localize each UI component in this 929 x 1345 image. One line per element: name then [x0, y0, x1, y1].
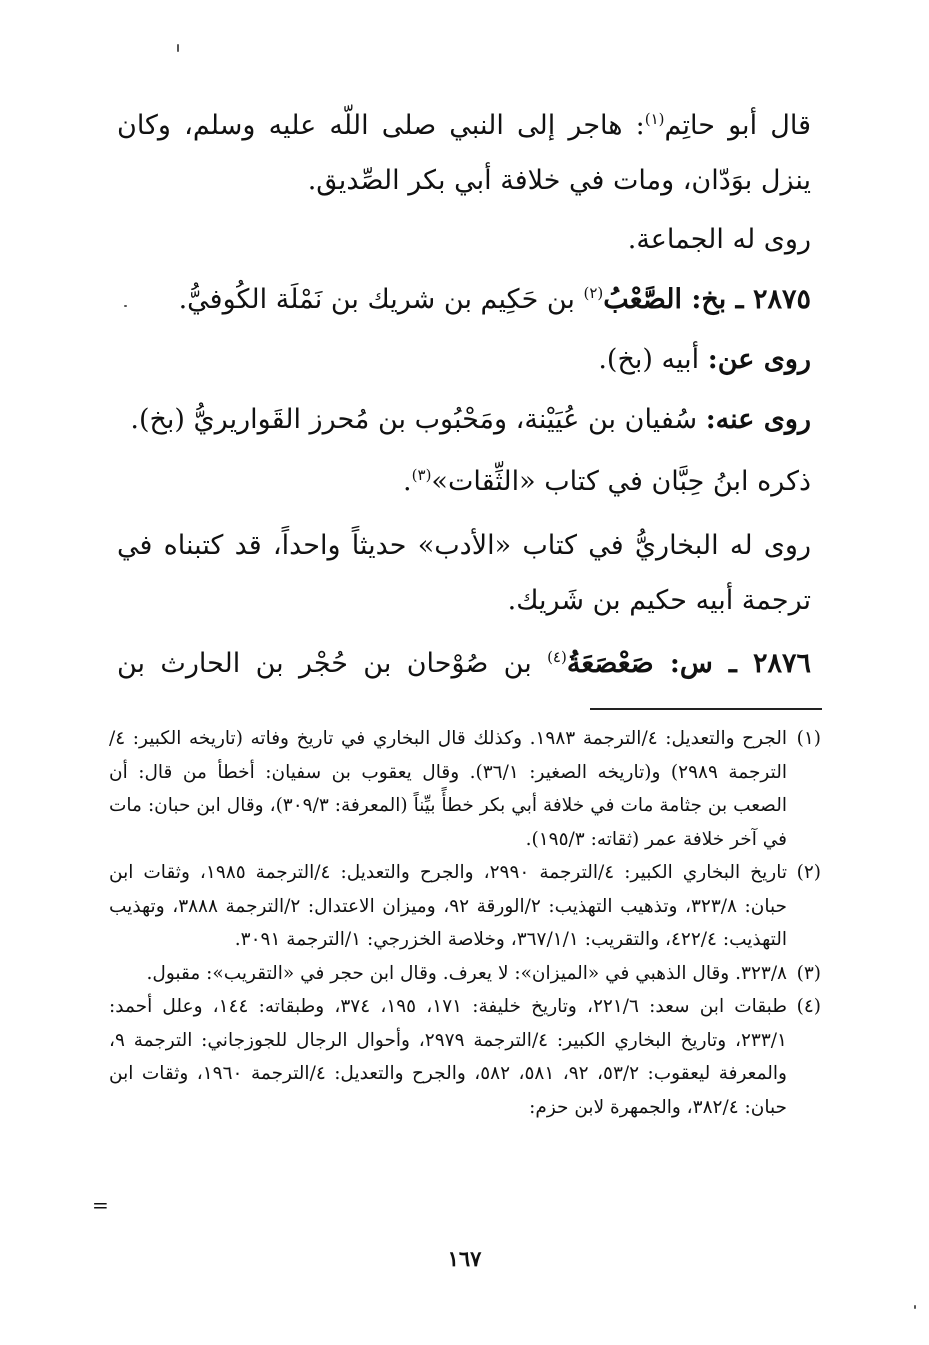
- footnote-1: [109, 722, 821, 856]
- main-line: ينزل بوَدّان، ومات في خلافة أبي بكر الصِّديق.: [307, 165, 811, 196]
- bukhari-paragraph: روى له البخاريُّ في كتاب «الأدب» حديثاً واحداً، قد كتبناه في ترجمة أبيه حكيم بن شَريك.: [117, 530, 811, 616]
- main-line: روى عن: أبيه (بخ).: [598, 344, 811, 375]
- footnote-text: الجرح والتعديل: ٤/الترجمة ١٩٨٣. وكذلك قال البخاري في تاريخ وفاته (تاريخه الكبير: ٤/الترجمة ٢٩٨٩) و(تاريخه الصغير: ٣٦/١). وقال يعقوب بن سفيان: أخطأ من قال: أن الصعب بن جثامة مات في خلافة أبي بكر خطأً بيِّناً (المعرفة: ٣٠٩/٣)، وقال ابن حبان: مات في آخر خلافة عمر (ثقاته: ١٩٥/٣).: [109, 728, 788, 850]
- footnotes: [109, 722, 821, 1124]
- thiqat-mention: [117, 454, 811, 509]
- entry-number: ٢٨٧٥ ـ بخ: الصَّعْبُ: [603, 284, 811, 315]
- scan-speck: [177, 44, 179, 52]
- footnote-ref-1: (١): [644, 110, 665, 128]
- scan-speck: [914, 1305, 916, 1309]
- footnote-text: ٣٢٣/٨. وقال الذهبي في «الميزان»: لا يعرف. وقال ابن حجر في «التقريب»: مقبول.: [146, 962, 787, 984]
- footnote-ref-4: (٤): [547, 648, 567, 666]
- main-line: قال أبو حاتِم$^{(١)}$: هاجر إلى النبي صلى اللّه عليه وسلم، وكان: [117, 110, 811, 141]
- footnote-ref-2: (٢): [583, 284, 604, 302]
- main-line: ٢٨٧٥ ـ بخ: الصَّعْبُ$^{(٢)}$ بن حَكِيم بن شريك بن نَمْلَة الكُوفيُّ.: [178, 284, 811, 315]
- narrated-by: [117, 392, 811, 447]
- narrated-from-label: روى عن:: [707, 344, 811, 375]
- footnote-number: (١): [796, 728, 821, 749]
- footnote-divider: [590, 708, 822, 710]
- footnote-text: تاريخ البخاري الكبير: ٤/الترجمة ٢٩٩٠، والجرح والتعديل: ٤/الترجمة ١٩٨٥، وثقات ابن حبان: ٣٢٣/٨، وتذهيب التهذيب: ٢/الورقة ٩٢، وميزان الاعتدال: ٢/الترجمة ٣٨٨٨، وتهذيب التهذيب: ٤٢٢/٤، والتقريب: ٣٦٧/١/١، وخلاصة الخزرجي: ١/الترجمة ٣٠٩١.: [109, 862, 787, 950]
- main-line: روى له الجماعة.: [627, 224, 811, 255]
- narrated-by-label: روى عنه:: [705, 404, 811, 435]
- page-number: ١٦٧: [447, 1246, 482, 1271]
- main-line: ذكره ابنُ حِبَّان في كتاب «الثِّقات»$^{(٣)}$.: [403, 466, 811, 497]
- narrated-from: [117, 332, 811, 387]
- main-line: روى عنه: سُفيان بن عُيَيْنة، ومَحْبُوب بن مُحرز القَواريريُّ (بخ).: [130, 404, 811, 435]
- scan-speck: [124, 305, 127, 307]
- main-line: ٢٨٧٦ ـ س: صَعْصَعَةُ$^{(٤)}$ بن صُوْحان بن حُجْر بن الحارث بن: [117, 648, 811, 679]
- footnote-3: [109, 957, 821, 991]
- footnote-number: (٣): [796, 962, 821, 984]
- footnote-4: [109, 990, 821, 1124]
- narrators-note: [117, 212, 811, 267]
- entry-2876-heading: [117, 636, 811, 691]
- abu-hatim-paragraph: [117, 98, 811, 208]
- footnote-ref-3: (٣): [411, 466, 432, 484]
- entry-2875-heading: [117, 272, 811, 327]
- entry-number: ٢٨٧٦ ـ س: صَعْصَعَةُ: [566, 648, 811, 679]
- continuation-mark: =: [92, 1193, 109, 1217]
- footnote-2: [109, 856, 821, 957]
- footnote-number: (٤): [796, 996, 821, 1017]
- footnote-number: (٢): [796, 862, 821, 883]
- footnote-text: طبقات ابن سعد: ٢٢١/٦، وتاريخ خليفة: ١٧١، ١٩٥، ٣٧٤، وطبقاته: ١٤٤، وعلل أحمد: ٢٣٣/١، وتاريخ البخاري الكبير: ٤/الترجمة ٢٩٧٩، وأحوال الرجال للجوزجاني: الترجمة ٩، والمعرفة ليعقوب: ٥٣/٢، ٩٢، ٥٨١، ٥٨٢، والجرح والتعديل: ٤/الترجمة ١٩٦٠، وثقات ابن حبان: ٣٨٢/٤، والجمهرة لابن حزم:: [109, 996, 787, 1118]
